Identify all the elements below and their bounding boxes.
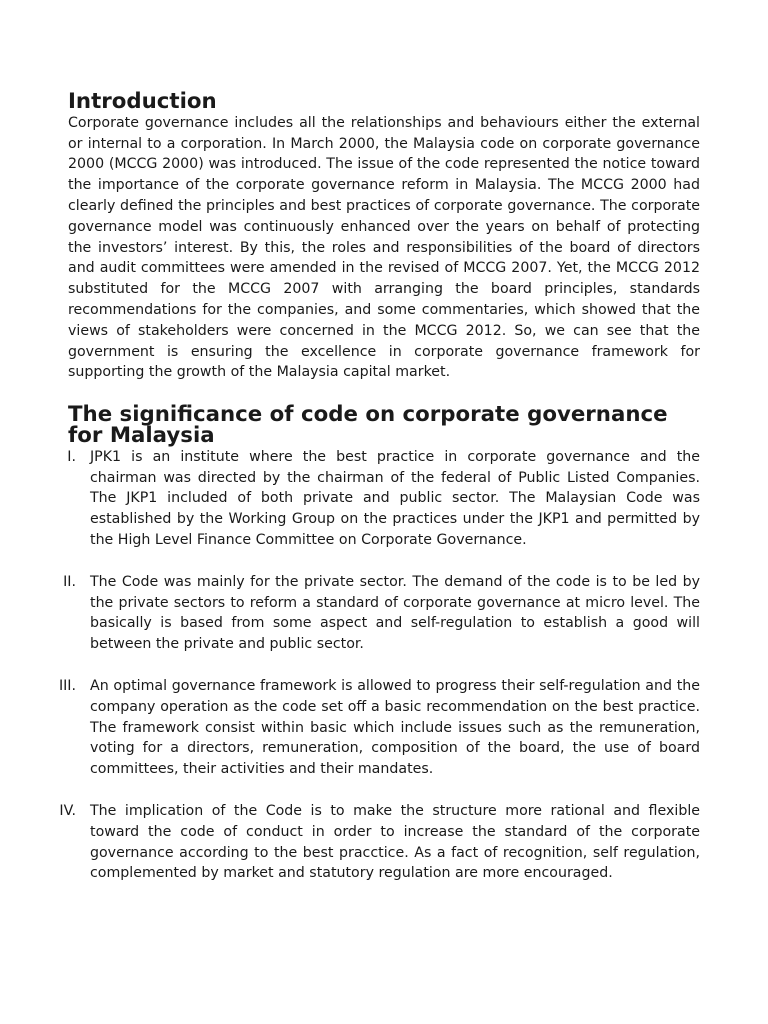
significance-heading: The significance of code on corporate governance for Malaysia [68,402,668,448]
significance-list [58,447,700,884]
list-item [58,676,700,780]
list-item [59,801,700,884]
list-numeral: IV. [59,802,76,819]
document-content [58,89,700,884]
list-numeral: I. [67,448,76,465]
list-item-text: An optimal governance framework is allowed to progress their self-regulation and the company operation as the code set off a basic recommendation on the best practice. The framework consist within basic which include issues such as the remuneration, voting for a directors, remuneration, composition of the board, the use of board committees, their activities and their mandates. [90,677,700,778]
list-item [63,572,700,655]
list-numeral: II. [63,573,76,590]
list-item-text: JPK1 is an institute where the best practice in corporate governance and the chairman was directed by the chairman of the federal of Public Listed Companies. The JKP1 included of both private and public sector. The Malaysian Code was established by the Working Group on the practices under the JKP1 and permitted by the High Level Finance Committee on Corporate Governance. [90,448,700,548]
list-numeral: III. [58,677,76,694]
introduction-heading: Introduction [68,89,217,114]
list-item [68,447,700,551]
list-item-text: The implication of the Code is to make the structure more rational and flexible toward the code of conduct in order to increase the standard of the corporate governance according to the best pracctice. As a fact of recognition, self regulation, complemented by market and statutory regulation are more encouraged. [90,802,700,882]
list-item-text: The Code was mainly for the private sector. The demand of the code is to be led by the private sectors to reform a standard of corporate governance at micro level. The basically is based from some aspect and self-regulation to establish a good will between the private and public sector. [90,573,700,653]
introduction-paragraph: Corporate governance includes all the relationships and behaviours either the external or internal to a corporation. In March 2000, the Malaysia code on corporate governance 2000 (MCCG 2000) was introduced. The issue of the code represented the notice toward the importance of the corporate governance reform in Malaysia. The MCCG 2000 had clearly defined the principles and best practices of corporate governance. The corporate governance model was continuously enhanced over the years on behalf of protecting the investors’ interest. By this, the roles and responsibilities of the board of directors and audit committees were amended in the revised of MCCG 2007. Yet, the MCCG 2012 substituted for the MCCG 2007 with arranging the board principles, standards recommendations for the companies, and some commentaries, which showed that the views of stakeholders were concerned in the MCCG 2012. So, we can see that the government is ensuring the excellence in corporate governance framework for supporting the growth of the Malaysia capital market. [68,114,700,381]
